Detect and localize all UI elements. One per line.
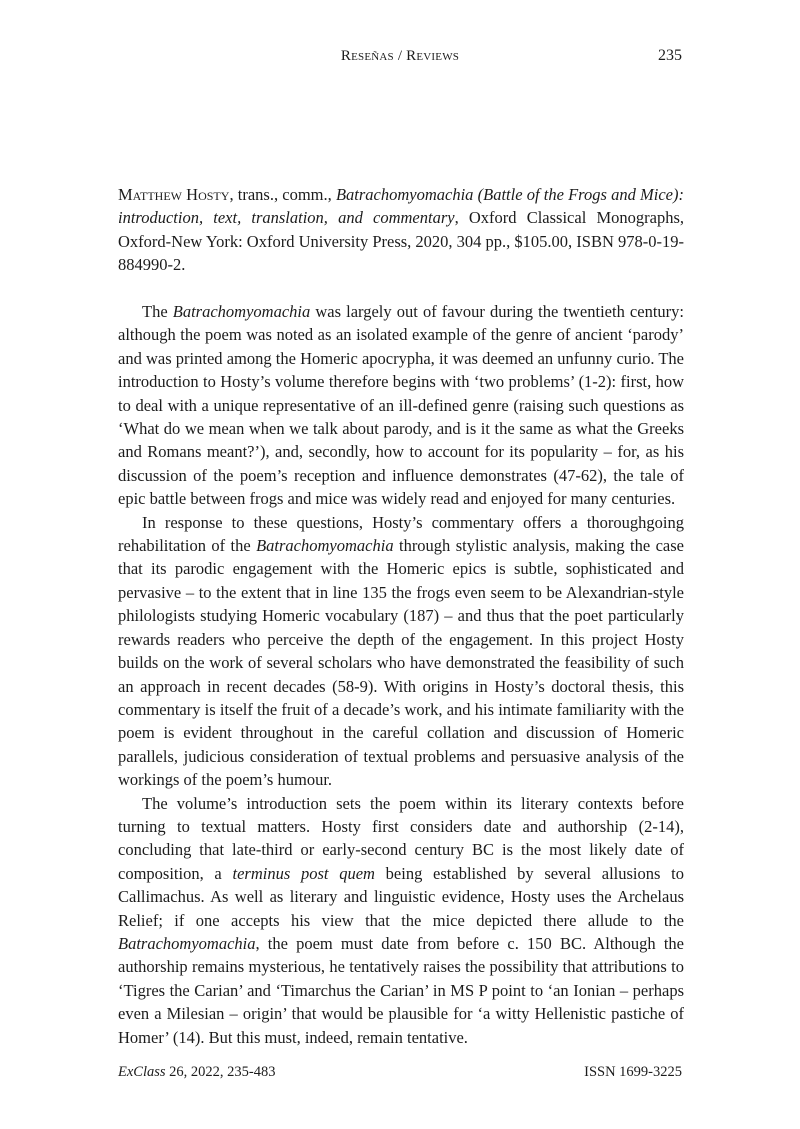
body-paragraph (118, 511, 684, 792)
running-title: Reseñas / Reviews (340, 48, 460, 64)
paragraph-text: was largely out of favour during the twentieth century: although the poem was noted as an isolated example of the genre of ancient ‘parody’ and was printed among the Homeric apocrypha, it was deemed an unfunny curio. The introduction to Hosty’s volume therefore begins with ‘two problems’ (1-2): first, how to deal with a unique representative of an ill-defined genre (raising such questions as ‘What do we mean when we talk about parody, and is it the same as what the Greeks and Romans meant?’), and, secondly, how to account for its popularity – for, as his discussion of the poem’s reception and influence demonstrates (47-62), the tale of epic battle between frogs and mice was widely read and enjoyed for many centuries. (118, 302, 684, 509)
journal-name: ExClass (118, 1064, 166, 1080)
page-number: 235 (658, 47, 682, 64)
italic-text: Batrachomyomachia (172, 302, 311, 322)
page-footer (118, 1061, 682, 1083)
journal-volume-pages: 26, 2022, 235-483 (165, 1064, 276, 1080)
italic-text: Batrachomyomachia (256, 536, 394, 556)
running-head (118, 44, 682, 68)
paragraph-text: The (142, 302, 173, 322)
paragraph-text: through stylistic analysis, making the case that its parodic engagement with the Homeric epics is subtle, sophisticated and pervasive – to the extent that in line 135 the frogs even seem to be Alexandrian-style philologists studying Homeric vocabulary (187) – and thus that the poet particularly rewards readers who perceive the depth of the engagement. In this project Hosty builds on the work of several scholars who have demonstrated the feasibility of such an approach in recent decades (58-9). With origins in Hosty’s doctoral thesis, this commentary is itself the fruit of a decade’s work, and his intimate familiarity with the poem is evident throughout in the careful collation and discussion of Homeric parallels, judicious consideration of textual problems and persuasive analysis of the workings of the poem’s humour. (118, 536, 684, 790)
book-author: Matthew Hosty (118, 185, 230, 204)
italic-text: Batrachomyomachia (118, 933, 256, 953)
book-details: , Oxford Classical Monographs, Oxford-New York: Oxford University Press, 2020, 304 pp., $105.00, ISBN 978-0-19-884990-2. (118, 208, 685, 275)
body-paragraph (118, 300, 684, 511)
paragraph-text: , the poem must date from before c. 150 BC. Although the authorship remains mysterious, he tentatively raises the possibility that attributions to ‘Tigres the Carian’ and ‘Timarchus the Carian’ in MS P point to ‘an Ionian – perhaps even a Milesian – origin’ that would be plausible for ‘a witty Hellenistic pastiche of Homer’ (14). But this must, indeed, remain tentative. (118, 933, 684, 1047)
paragraph-text: The volume’s introduction sets the poem within its literary contexts before turning to textual matters. Hosty first considers date and authorship (2-14), concluding that late-third or early-second century BC is the most likely date of composition, a (118, 793, 684, 883)
book-citation (118, 183, 684, 277)
book-roles: , trans., comm., (229, 185, 336, 204)
review-body (118, 300, 684, 1049)
italic-text: terminus post quem (232, 863, 375, 883)
paragraph-text: In response to these questions, Hosty’s commentary offers a thoroughgoing rehabilitation of the (118, 512, 684, 556)
book-title: Batrachomyomachia (Battle of the Frogs and Mice): introduction, text, translation, and commentary (118, 185, 684, 228)
review-content (118, 183, 684, 1049)
issn: ISSN 1699-3225 (584, 1064, 682, 1080)
body-paragraph (118, 792, 684, 1049)
paragraph-text: being established by several allusions to Callimachus. As well as literary and linguistic evidence, Hosty uses the Archelaus Relief; if one accepts his view that the mice depicted there allude to the (118, 863, 684, 930)
journal-reference (118, 1061, 276, 1083)
